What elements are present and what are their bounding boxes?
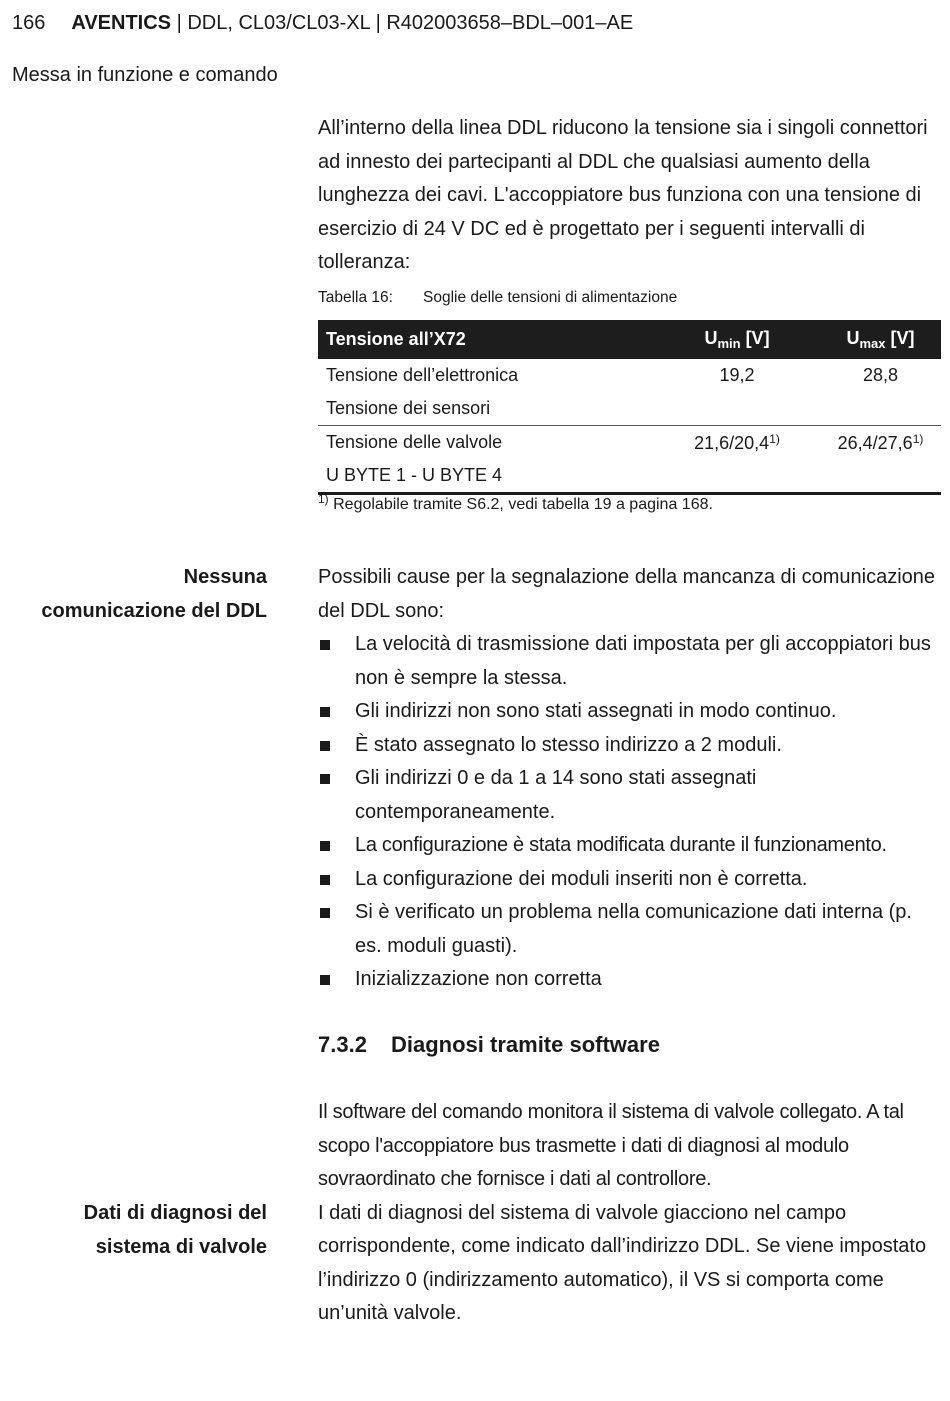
bullet-square-icon xyxy=(320,707,330,717)
umax-value: 28,8 xyxy=(862,365,899,385)
list-item: Gli indirizzi 0 e da 1 a 14 sono stati assegnati contemporaneamente. xyxy=(318,762,943,829)
bullet-square-icon xyxy=(320,908,330,918)
list-item: La configurazione è stata modificata durante il funzionamento. xyxy=(318,829,943,863)
bullet-square-icon xyxy=(320,640,330,650)
causes-list xyxy=(318,628,943,997)
footnote-marker: 1) xyxy=(912,431,924,446)
column-header-voltage: Tensione all’X72 xyxy=(318,320,654,359)
table-footnote: $^{1)}$ Regolabile tramite S6.2, vedi tabella 19 a pagina 168. xyxy=(318,492,713,513)
umax-value: 26,4/27,6$^{1)}$ xyxy=(837,431,924,453)
bullet-square-icon xyxy=(320,975,330,985)
list-item: Gli indirizzi non sono stati assegnati in modo continuo. xyxy=(318,695,943,729)
voltage-thresholds-table xyxy=(318,320,941,495)
table-row xyxy=(318,359,941,392)
bullet-square-icon xyxy=(320,841,330,851)
list-item: La velocità di trasmissione dati impostata per gli accoppiatori bus non è sempre la stessa. xyxy=(318,628,943,695)
software-paragraph-2: I dati di diagnosi del sistema di valvole giacciono nel campo corrispondente, come indicato dall’indirizzo DDL. Se viene impostato l’indirizzo 0 (indirizzamento automatico), il VS si comporta come un’unità valvole. xyxy=(318,1201,927,1324)
footnote-marker: 1) xyxy=(318,492,329,506)
column-header-umax: $U_{max}$ [V] xyxy=(820,320,941,359)
intro-paragraph: All’interno della linea DDL riducono la tensione sia i singoli connettori ad innesto dei partecipanti al DDL che qualsiasi aumento della lunghezza dei cavi. L'accoppiatore bus funziona con una tensione di esercizio di 24 V DC ed è progettato per i seguenti intervalli di tolleranza: xyxy=(318,117,928,273)
row-label: Tensione delle valvole xyxy=(326,432,503,452)
page-number: 166 xyxy=(12,12,46,34)
causes-intro: Possibili cause per la segnalazione della mancanza di comunicazione del DDL sono: xyxy=(318,566,936,622)
section-heading xyxy=(318,1032,660,1058)
umin-value: 19,2 xyxy=(719,365,755,385)
list-item: Inizializzazione non corretta xyxy=(318,963,943,997)
table-caption-title: Soglie delle tensioni di alimentazione xyxy=(423,289,678,306)
table-caption-number: Tabella 16: xyxy=(318,289,393,306)
table-row xyxy=(318,392,941,426)
document-reference: | DDL, CL03/CL03-XL | R402003658–BDL–001–AE xyxy=(171,12,634,34)
bullet-square-icon xyxy=(320,875,330,885)
list-item: Si è verificato un problema nella comunicazione dati interna (p. es. moduli guasti). xyxy=(318,896,943,963)
row-label: Tensione dell’elettronica xyxy=(326,365,519,385)
bullet-square-icon xyxy=(320,774,330,784)
column-header-umin: $U_{min}$ [V] xyxy=(654,320,820,359)
table-row xyxy=(318,459,941,494)
section-title: Messa in funzione e comando xyxy=(12,64,278,86)
footnote-marker: 1) xyxy=(769,431,780,446)
no-communication-section xyxy=(318,561,943,997)
page-header xyxy=(12,12,633,35)
list-item: È stato assegnato lo stesso indirizzo a 2 moduli. xyxy=(318,729,943,763)
list-item: La configurazione dei moduli inseriti non è corretta. xyxy=(318,863,943,897)
section-number: 7.3.2 xyxy=(318,1032,367,1057)
row-label: U BYTE 1 - U BYTE 4 xyxy=(318,459,654,494)
umin-value: 21,6/20,4$^{1)}$ xyxy=(694,431,780,453)
bullet-square-icon xyxy=(320,741,330,751)
side-heading-diagnosis-data: Dati di diagnosi del sistema di valvole xyxy=(83,1202,267,1258)
table-header-row xyxy=(318,320,941,359)
row-label: Tensione dei sensori xyxy=(318,392,654,426)
side-heading-no-communication: Nessuna comunicazione del DDL xyxy=(41,566,267,622)
software-paragraph-1: Il software del comando monitora il sistema di valvole collegato. A tal scopo l'accoppiatore bus trasmette i dati di diagnosi al modulo sovraordinato che fornisce i dati al controllore. xyxy=(318,1101,904,1190)
table-row xyxy=(318,426,941,460)
brand-name: AVENTICS xyxy=(71,12,172,34)
section-heading-title: Diagnosi tramite software xyxy=(391,1032,660,1057)
software-diagnosis-section xyxy=(318,1096,943,1331)
table-caption xyxy=(318,289,677,307)
